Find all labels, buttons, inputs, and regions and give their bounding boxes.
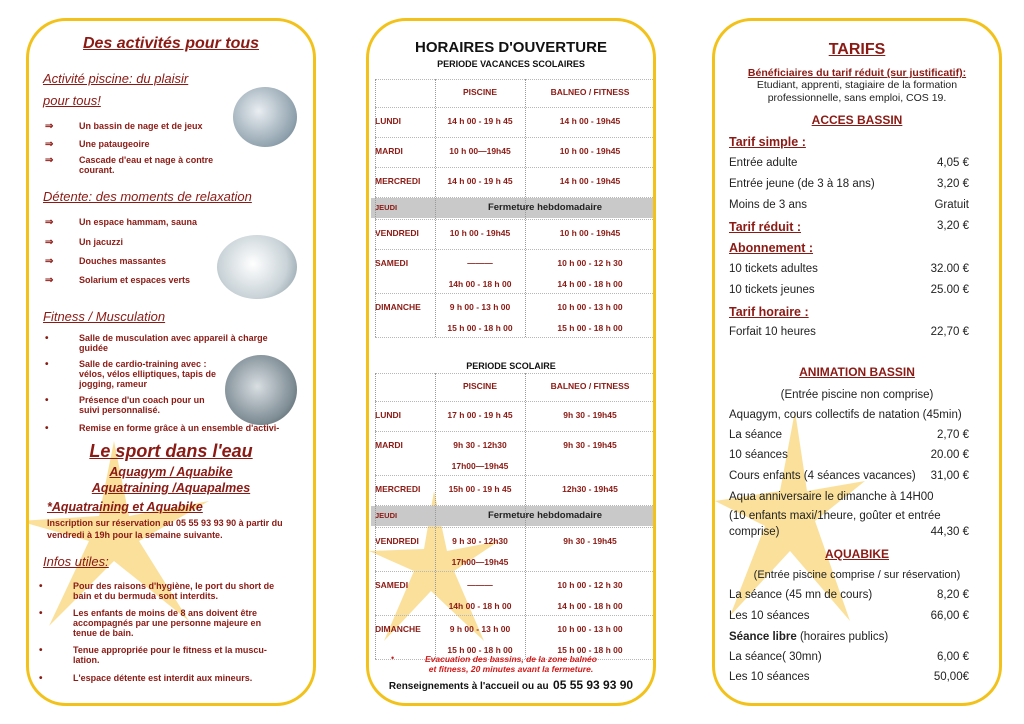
prices-title: TARIFS	[828, 41, 886, 58]
price-row	[729, 449, 969, 461]
table-divider	[375, 401, 655, 402]
bullet-icon: •	[391, 653, 395, 663]
bullet-icon: •	[39, 645, 43, 656]
price-row	[729, 526, 969, 538]
arrow-icon: ⇒	[45, 237, 54, 248]
table-divider	[375, 249, 655, 250]
list-item: Une pataugeoire	[79, 139, 150, 149]
piscine-hours: 17h00—19h45	[451, 557, 509, 567]
price-value: 22,70 €	[930, 326, 969, 338]
price-value: 32.00 €	[930, 263, 969, 275]
list-item: Douches massantes	[79, 256, 167, 266]
reduced-rate-row	[729, 220, 969, 234]
arrow-icon: ⇒	[45, 275, 54, 286]
list-item: Présence d'un coach pour un suivi personnalisé.	[79, 395, 205, 415]
price-label: La séance( 30mn)	[729, 651, 822, 663]
price-row	[729, 429, 969, 441]
school-title: PERIODE SCOLAIRE	[466, 361, 556, 371]
animation-title: ANIMATION BASSIN	[799, 365, 915, 379]
column-header-piscine: PISCINE	[462, 87, 497, 97]
list-item: Un espace hammam, sauna	[79, 217, 198, 227]
bullet-icon: •	[45, 333, 49, 344]
price-row	[729, 178, 969, 190]
price-value: 44,30 €	[930, 526, 969, 538]
piscine-hours: ———	[467, 580, 493, 590]
table-divider	[655, 373, 656, 659]
arrow-icon: ⇒	[45, 217, 54, 228]
price-value: 2,70 €	[937, 429, 969, 441]
bullet-icon: •	[45, 423, 49, 434]
list-item: Les enfants de moins de 8 ans doivent être accompagnés par une personne majeure en tenue de bain.	[73, 608, 262, 638]
reduced-beneficiaries-title: Bénéficiaires du tarif réduit (sur justificatif):	[747, 67, 967, 79]
day-label: JEUDI	[375, 511, 398, 520]
list-item: Remise en forme grâce à un ensemble d'activi-	[79, 423, 280, 433]
simple-rate-title: Tarif simple :	[729, 135, 806, 149]
bullet-icon: •	[45, 359, 49, 370]
piscine-hours: 17 h 00 - 19 h 45	[447, 410, 513, 420]
piscine-hours: 14 h 00 - 19 h 45	[447, 116, 513, 126]
price-label: Les 10 séances	[729, 671, 810, 683]
price-label: Entrée jeune (de 3 à 18 ans)	[729, 178, 875, 190]
price-row	[729, 199, 969, 211]
bullet-icon: •	[39, 673, 43, 684]
piscine-hours: 10 h 00—19h45	[449, 146, 511, 156]
price-row	[729, 157, 969, 169]
price-label: Les 10 séances	[729, 610, 810, 622]
piscine-title-2: pour tous!	[43, 93, 101, 108]
contact-line	[369, 676, 653, 694]
price-label: La séance (45 mn de cours)	[729, 589, 873, 601]
sport-line-1: Aquagym / Aquabike	[109, 465, 233, 479]
price-label: Forfait 10 heures	[729, 326, 816, 338]
price-row	[729, 610, 969, 622]
list-item: Solarium et espaces verts	[79, 275, 191, 285]
vacation-title: PERIODE VACANCES SCOLAIRES	[437, 59, 585, 69]
infos-title: Infos utiles:	[43, 554, 109, 569]
column-header-balneo: BALNEO / FITNESS	[550, 87, 630, 97]
table-divider	[375, 167, 655, 168]
price-label: Moins de 3 ans	[729, 199, 807, 211]
list-item: Salle de musculation avec appareil à charge guidée	[79, 333, 268, 353]
free-session-note: (horaires publics)	[796, 631, 889, 643]
aqua-title: *Aquatraining et Aquabike	[47, 500, 203, 514]
price-row	[729, 263, 969, 275]
reduced-rate-title: Tarif réduit :	[729, 220, 801, 234]
piscine-hours: 9 h 00 - 13 h 00	[449, 302, 511, 312]
piscine-hours: 14h 00 - 18 h 00	[448, 279, 512, 289]
bullet-icon: •	[39, 608, 43, 619]
price-label: Cours enfants (4 séances vacances)	[729, 470, 916, 482]
price-row	[729, 284, 969, 296]
contact-label: Renseignements à l'accueil ou au	[388, 681, 549, 692]
aquabike-subtitle: (Entrée piscine comprise / sur réservation)	[753, 569, 961, 581]
balneo-hours: 10 h 00 - 19h45	[559, 228, 621, 238]
list-item: Un jacuzzi	[79, 237, 124, 247]
arrow-icon: ⇒	[45, 139, 54, 150]
table-divider	[375, 79, 655, 80]
hourly-rate-title: Tarif horaire :	[729, 305, 809, 319]
day-label: LUNDI	[375, 116, 401, 126]
table-divider	[375, 219, 655, 220]
table-divider	[375, 293, 655, 294]
day-label: SAMEDI	[375, 258, 409, 268]
day-label: MARDI	[375, 440, 403, 450]
price-label: Entrée adulte	[729, 157, 798, 169]
list-item: L'espace détente est interdit aux mineurs.	[73, 673, 253, 683]
contact-phone: 05 55 93 93 90	[553, 678, 634, 692]
price-value: 6,00 €	[937, 651, 969, 663]
bullet-icon: •	[39, 581, 43, 592]
day-label: LUNDI	[375, 410, 401, 420]
piscine-hours: ———	[467, 258, 493, 268]
price-value: 3,20 €	[937, 220, 969, 232]
list-item: Salle de cardio-training avec : vélos, vélos elliptiques, tapis de jogging, rameur	[79, 359, 217, 389]
evacuation-note-2: et fitness, 20 minutes avant la fermeture.	[428, 664, 594, 674]
table-divider	[525, 79, 526, 337]
table-divider	[375, 137, 655, 138]
balneo-hours: 15 h 00 - 18 h 00	[557, 323, 623, 333]
balneo-hours: 10 h 00 - 19h45	[559, 146, 621, 156]
balneo-hours: 9h 30 - 19h45	[563, 440, 617, 450]
list-item: Tenue appropriée pour le fitness et la muscu-lation.	[73, 645, 267, 665]
pool-photo	[233, 87, 297, 147]
day-label: MARDI	[375, 146, 403, 156]
balneo-hours: 10 h 00 - 13 h 00	[557, 302, 623, 312]
table-divider	[375, 337, 655, 338]
birthday-line-2: (10 enfants maxi/1heure, goûter et entrée	[729, 510, 941, 522]
animation-subtitle: (Entrée piscine non comprise)	[780, 389, 934, 401]
activities-panel	[26, 18, 316, 706]
evacuation-note-1: Evacuation des bassins, de la zone balnéo	[425, 654, 597, 664]
arrow-icon: ⇒	[45, 155, 54, 166]
price-label: 10 tickets adultes	[729, 263, 818, 275]
day-label: VENDREDI	[375, 536, 419, 546]
table-divider	[375, 79, 376, 337]
list-item: Un bassin de nage et de jeux	[79, 121, 203, 131]
balneo-hours: 9h 30 - 19h45	[563, 410, 617, 420]
piscine-hours: 15 h 00 - 18 h 00	[447, 645, 513, 655]
column-header-balneo: BALNEO / FITNESS	[550, 381, 630, 391]
pool-access-title: ACCES BASSIN	[811, 113, 903, 127]
free-session-line	[729, 631, 888, 643]
balneo-hours: 15 h 00 - 18 h 00	[557, 645, 623, 655]
closed-label: Fermeture hebdomadaire	[487, 202, 603, 213]
price-label: 10 tickets jeunes	[729, 284, 815, 296]
list-item: Cascade d'eau et nage à contre courant.	[79, 155, 214, 175]
balneo-hours: 12h30 - 19h45	[562, 484, 618, 494]
detente-title: Détente: des moments de relaxation	[43, 189, 252, 204]
price-label: 10 séances	[729, 449, 788, 461]
piscine-hours: 9 h 30 - 12h30	[452, 536, 508, 546]
balneo-hours: 14 h 00 - 19h45	[559, 116, 621, 126]
price-value: 66,00 €	[930, 610, 969, 622]
price-row	[729, 651, 969, 663]
table-divider	[375, 373, 655, 374]
day-label: DIMANCHE	[375, 624, 421, 634]
day-label: JEUDI	[375, 203, 398, 212]
closed-label: Fermeture hebdomadaire	[487, 510, 603, 521]
price-row	[729, 470, 969, 482]
balneo-hours: 14 h 00 - 18 h 00	[557, 601, 623, 611]
birthday-line-1: Aqua anniversaire le dimanche à 14H00	[729, 491, 934, 503]
bullet-icon: •	[45, 395, 49, 406]
price-row	[729, 671, 969, 683]
hours-title: HORAIRES D'OUVERTURE	[415, 39, 607, 56]
table-divider	[435, 79, 436, 337]
price-row	[729, 326, 969, 338]
balneo-hours: 14 h 00 - 18 h 00	[557, 279, 623, 289]
list-item: Pour des raisons d'hygiène, le port du short de bain et du bermuda sont interdits.	[73, 581, 275, 601]
column-header-piscine: PISCINE	[462, 381, 497, 391]
price-value: Gratuit	[934, 199, 969, 211]
piscine-hours: 14h 00 - 18 h 00	[448, 601, 512, 611]
balneo-hours: 9h 30 - 19h45	[563, 536, 617, 546]
price-value: 4,05 €	[937, 157, 969, 169]
piscine-hours: 15 h 00 - 18 h 00	[447, 323, 513, 333]
piscine-hours: 9h 30 - 12h30	[453, 440, 507, 450]
table-divider	[375, 571, 655, 572]
arrow-icon: ⇒	[45, 256, 54, 267]
price-value: 8,20 €	[937, 589, 969, 601]
price-label: comprise)	[729, 526, 780, 538]
table-divider	[375, 615, 655, 616]
reduced-beneficiaries-text-2: professionnelle, sans emploi, COS 19.	[767, 92, 947, 104]
piscine-hours: 14 h 00 - 19 h 45	[447, 176, 513, 186]
day-label: MERCREDI	[375, 176, 421, 186]
table-divider	[655, 79, 656, 337]
price-value: 3,20 €	[937, 178, 969, 190]
table-divider	[375, 475, 655, 476]
free-session-title: Séance libre	[729, 631, 797, 643]
hours-panel	[366, 18, 656, 706]
sport-line-2: Aquatraining /Aquapalmes	[91, 481, 251, 495]
price-value: 50,00€	[933, 671, 969, 683]
subscription-title: Abonnement :	[729, 241, 814, 255]
price-value: 25.00 €	[930, 284, 969, 296]
table-divider	[375, 431, 655, 432]
balneo-hours: 10 h 00 - 13 h 00	[557, 624, 623, 634]
piscine-hours: 17h00—19h45	[451, 461, 509, 471]
balneo-hours: 10 h 00 - 12 h 30	[557, 258, 623, 268]
animation-description: Aquagym, cours collectifs de natation (45min)	[729, 409, 962, 421]
day-label: SAMEDI	[375, 580, 409, 590]
day-label: VENDREDI	[375, 228, 419, 238]
day-label: MERCREDI	[375, 484, 421, 494]
table-divider	[375, 527, 655, 528]
price-value: 31,00 €	[930, 470, 969, 482]
piscine-hours: 9 h 00 - 13 h 00	[449, 624, 511, 634]
aqua-text: Inscription sur réservation au 05 55 93 93 90 à partir du vendredi à 19h pour la semaine suivante.	[47, 518, 283, 540]
balneo-hours: 10 h 00 - 12 h 30	[557, 580, 623, 590]
table-divider	[375, 373, 376, 659]
reduced-beneficiaries-text-1: Etudiant, apprenti, stagiaire de la formation	[756, 79, 958, 91]
gym-photo	[225, 355, 297, 425]
price-value: 20.00 €	[930, 449, 969, 461]
piscine-hours: 10 h 00 - 19h45	[449, 228, 511, 238]
arrow-icon: ⇒	[45, 121, 54, 132]
activities-title: Des activités pour tous	[82, 35, 260, 52]
sport-title: Le sport dans l'eau	[89, 441, 253, 461]
prices-panel	[712, 18, 1002, 706]
price-label: La séance	[729, 429, 783, 441]
price-row	[729, 589, 969, 601]
fitness-title: Fitness / Musculation	[43, 309, 166, 324]
day-label: DIMANCHE	[375, 302, 421, 312]
table-divider	[435, 373, 436, 659]
piscine-hours: 15h 00 - 19 h 45	[448, 484, 512, 494]
table-divider	[525, 373, 526, 659]
piscine-title: Activité piscine: du plaisir	[43, 71, 189, 86]
balneo-hours: 14 h 00 - 19h45	[559, 176, 621, 186]
aquabike-title: AQUABIKE	[824, 547, 889, 561]
table-divider	[375, 107, 655, 108]
